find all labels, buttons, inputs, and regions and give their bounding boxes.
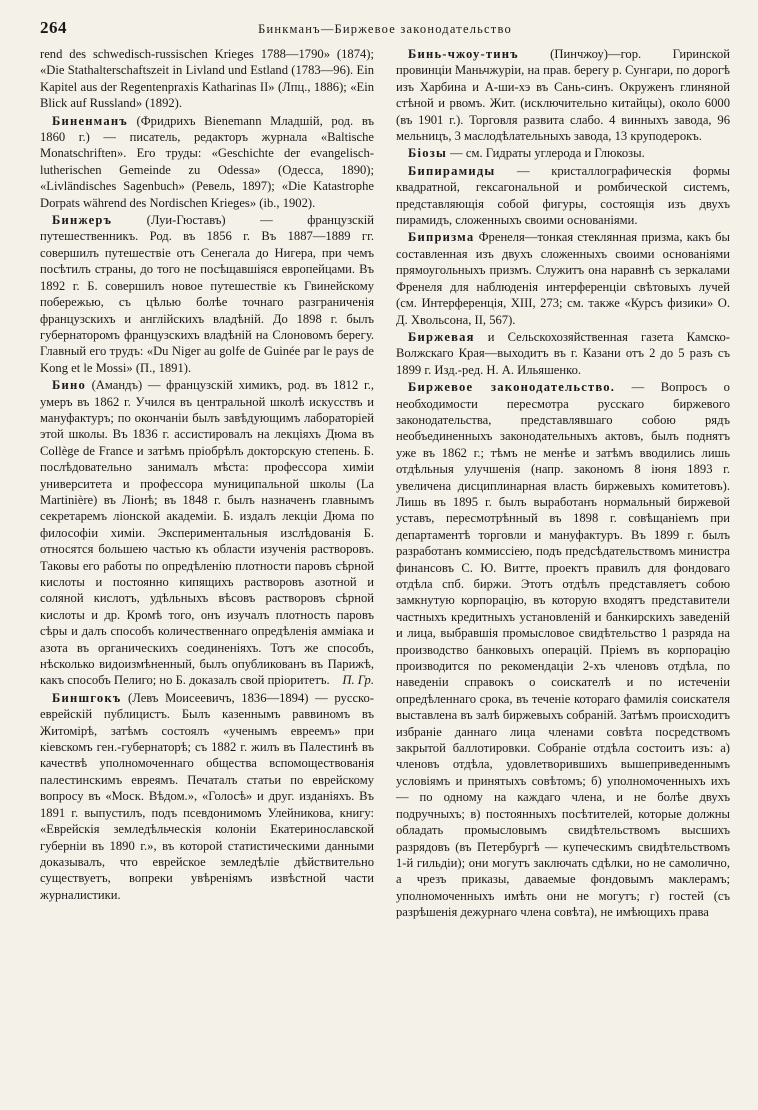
entry-paragraph — [396, 229, 730, 327]
entry-bienemann — [40, 113, 374, 211]
entry-paragraph — [396, 379, 730, 920]
right-column — [396, 46, 730, 922]
entry-headword: Бипирамиды — [408, 163, 496, 178]
entry-paragraph — [40, 690, 374, 903]
entry-paragraph — [396, 163, 730, 229]
entry-text: (Фридрихъ Bienemann Младшій, род. въ 1860 г.) — писатель, редакторъ журнала «Baltische Monatschriften». Его труды: «Geschichte der evangelisch-lutherischen Gemeinde zu Odessa» (Одесса, 1890); «Livländisches Sagenbuch» (Ревель, 1897); «Die Katastrophe Dorpats während des Nordischen Krieges» (ib., 1902). — [40, 113, 374, 210]
entry-author: П. Гр. — [342, 673, 374, 688]
entry-text: и Сельскохозяйственная газета Камско-Волжскаго Края—выходитъ въ г. Казани отъ 2 до 5 разъ съ 1899 г. Изд.-ред. Н. А. Ильяшенко. — [396, 329, 730, 377]
entry-birzhevaya-gazeta — [396, 329, 730, 378]
entry-birzhevoe-zakonodatelstvo — [396, 379, 730, 920]
entry-bipiramidy — [396, 163, 730, 229]
entry-biprizma — [396, 229, 730, 327]
entry-text: — Вопросъ о необходимости пересмотра русскаго биржевого законодательства, представлявшаго собою рядъ необъединенныхъ законодательныхъ актовъ, былъ поднятъ уже въ 1862 г.; тѣмъ не менѣе и затѣмъ вводились лишь отдѣльныя улучшенія (напр. закономъ 8 іюня 1893 г. увеличена дисциплинарная власть биржевыхъ комитетовъ). Лишь въ 1895 г. былъ выработанъ нормальный биржевой уставъ, пересмотрѣнный въ 1898 г. совѣщаніемъ при департаментѣ торговли и мануфактуръ. Въ 1899 г. былъ разработанъ коммиссіею, подъ предсѣдательствомъ министра финансовъ С. Ю. Витте, проектъ правилъ для фондоваго отдѣла спб. биржи. Этотъ отдѣлъ представляетъ собою замкнутую корпорацію, въ которую входятъ представители частныхъ кредитныхъ установленій и банкирскихъ заведеній и лица, выбравшія промысловое свидѣтельство 1 разряда на производство банковыхъ операцій. Пріемъ въ корпорацію производится по рекомендаціи 2-хъ членовъ отдѣла, по наведеніи справокъ о соискателѣ и по истеченіи опредѣленнаго срока, въ теченіе котораго фамилія соискателя выставлена въ залѣ биржевыхъ собраній. Затѣмъ происходитъ избраніе даннаго лица членами совѣта посредствомъ закрытой баллотировки. Собраніе отдѣла состоитъ изъ: а) членовъ отдѣла, удовлетворившихъ вышеприведеннымъ условіямъ и принятыхъ совѣтомъ; б) уполномоченныхъ ихъ — по одному на каждаго члена, и не болѣе двухъ подручныхъ; в) постоянныхъ посѣтителей, которые должны обладать промысловымъ свидѣтельствомъ высшихъ разрядовъ (въ Петербургѣ — купеческимъ свидѣтельствомъ 1-й гильдіи); они могутъ заключать сдѣлки, но не самолично, а чрезъ приказы, даваемые фондовымъ маклерамъ; уполномоченныхъ имѣть они не могутъ; г) гостей (съ разрѣшенія дежурнаго члена совѣта), не имѣющихъ права — [396, 380, 730, 920]
entry-paragraph — [40, 377, 374, 689]
entry-paragraph — [40, 212, 374, 376]
entry-paragraph — [396, 329, 730, 378]
entry-biozy — [396, 145, 730, 161]
entry-headword: Бинь-чжоу-тинъ — [408, 47, 519, 61]
running-title: Бинкманъ—Биржевое законодательство — [258, 22, 512, 36]
entry-text: — кристаллографическія формы квадратной, гексагональной и ромбической системъ, представляющія собой фигуры, состоящія изъ двухъ пирамидъ, сложенныхъ своими основаніями. — [396, 163, 730, 228]
entry-bin-chzhou-tin — [396, 46, 730, 144]
entry-text: Френеля—тонкая стеклянная призма, какъ бы составленная изъ двухъ сложенныхъ своими основаніями прямоугольныхъ призмъ. Служитъ она наравнѣ съ зеркалами Френеля для наблюденія интерференціи свѣтовыхъ лучей (см. Интерференція, XIII, 273; см. также «Курсъ физики» О. Д. Хвольсона, II, 567). — [396, 230, 730, 327]
page-number: 264 — [40, 18, 67, 37]
entry-headword: Биржевое законодательство. — [408, 380, 616, 395]
entry-headword: Биржевая — [408, 329, 475, 344]
entry-headword: Бипризма — [408, 230, 475, 245]
entry-headword: Биншгокъ — [52, 690, 122, 705]
entry-text: (Луи-Гюставъ) — французскій путешественникъ. Род. въ 1856 г. Въ 1887—1889 гг. совершилъ путешествіе отъ Сенегала до Нигера, при чемъ посѣтилъ страны, до того не посѣщавшіяся европейцами. Въ 1892 г. Б. совершилъ новое путешествіе къ Гвинейскому побережью, съ цѣлью болѣе точнаго разграниченія французскихъ и англійскихъ владѣній. До 1898 г. былъ губернаторомъ французскихъ владѣній на Слоновомъ берегу. Главный его трудъ: «Du Niger au golfe de Guinée par le pays de Kong et le Mossi» (П., 1891). — [40, 213, 374, 375]
entry-text: (Левъ Моисеевичъ, 1836—1894) — русско-еврейскій публицистъ. Былъ казеннымъ раввиномъ въ Житомірѣ, затѣмъ состоялъ «ученымъ евреемъ» при кіевскомъ ген.-губернаторѣ; съ 1882 г. жилъ въ Палестинѣ въ качествѣ уполномоченнаго общества вспомоществованія палестинскимъ евреямъ. Печаталъ статьи по еврейскому вопросу въ «Моск. Вѣдом.», «Голосѣ» и друг. изданіяхъ. Въ 1891 г. выпустилъ, подъ псевдонимомъ Улейникова, книгу: «Еврейскія земледѣльческія колоніи Екатеринославской губерніи въ 1890 г.», въ которой статистическими данными доказывалъ, что еврейское земледѣліе дѣйствительно существуетъ, вопреки увѣреніямъ извѣстной части журналистики. — [40, 690, 374, 902]
entry-headword: Бинжеръ — [52, 213, 113, 228]
running-header — [40, 18, 730, 44]
entry-binger — [40, 212, 374, 376]
entry-paragraph — [40, 113, 374, 211]
entry-binshtok — [40, 690, 374, 903]
entry-headword: Біозы — [408, 146, 448, 161]
entry-text: rend des schwedisch-russischen Krieges 1788—1790» (1874); «Die Stathalterschaftszeit in Livland und Estland (1783—96). Ein Kapitel aus der Regentenpraxis Katharinas II» (Лпц., 1886); «Ein Blick auf Russland» (1892). — [40, 47, 374, 111]
entry-continuation — [40, 46, 374, 112]
text-columns — [40, 46, 730, 922]
left-column — [40, 46, 374, 922]
entry-headword: Биненманъ — [52, 113, 128, 128]
entry-paragraph — [396, 145, 730, 161]
entry-text: (Амандъ) — французскій химикъ, род. въ 1812 г., умеръ въ 1862 г. Учился въ центральной школѣ искусствъ и мануфактуръ; по окончаніи былъ завѣдующимъ лабораторіей этой школы. Въ 1836 г. ассистировалъ на лекціяхъ Дюма въ Collège de France и затѣмъ пріобрѣлъ докторскую степень. Б. послѣдовательно занималъ мѣста: профессора химіи университета и профессора муниципальной школы (La Martinière) въ Ліонѣ; въ 1848 г. былъ назначенъ главнымъ секретаремъ ліонской академіи. Б. издалъ лекціи Дюма по философіи химіи. Экспериментальныя изслѣдованія Б. относятся большею частью къ области изученія растворовъ. Таковы его работы по опредѣленію плотности паровъ сѣрной кислоты и постоянно кипящихъ растворовъ азотной и соляной кислотъ, удѣльныхъ вѣсовъ растворовъ сѣрной кислоты и др. Кромѣ того, онъ изучалъ плотность паровъ сѣры и далъ способъ количественнаго опредѣленія аммiака и азота въ органическихъ соединеніяхъ. Тотъ же способъ, нѣсколько видоизмѣненный, былъ опубликованъ въ Парижѣ, какъ способъ Пелиго; но Б. доказалъ свой пріоритетъ. — [40, 378, 374, 688]
entry-headword: Бино — [52, 378, 86, 393]
entry-text: (Пинчжоу)—гор. Гиринской провинціи Маньчжуріи, на прав. берегу р. Сунгари, по дорогѣ изъ Харбина и А-ши-хэ въ Сань-синъ. Окруженъ глиняной стѣной и рвомъ. Жит. (исключительно китайцы), около 6000 (въ 1901 г.). Торговля развита слабо. 4 винныхъ завода, 96 мельницъ, 3 маслодѣлательныхъ завода, 13 круподерокъ. — [396, 47, 730, 144]
entry-bineau — [40, 377, 374, 689]
entry-paragraph — [396, 46, 730, 144]
entry-text: — см. Гидраты углерода и Глюкозы. — [447, 146, 645, 161]
